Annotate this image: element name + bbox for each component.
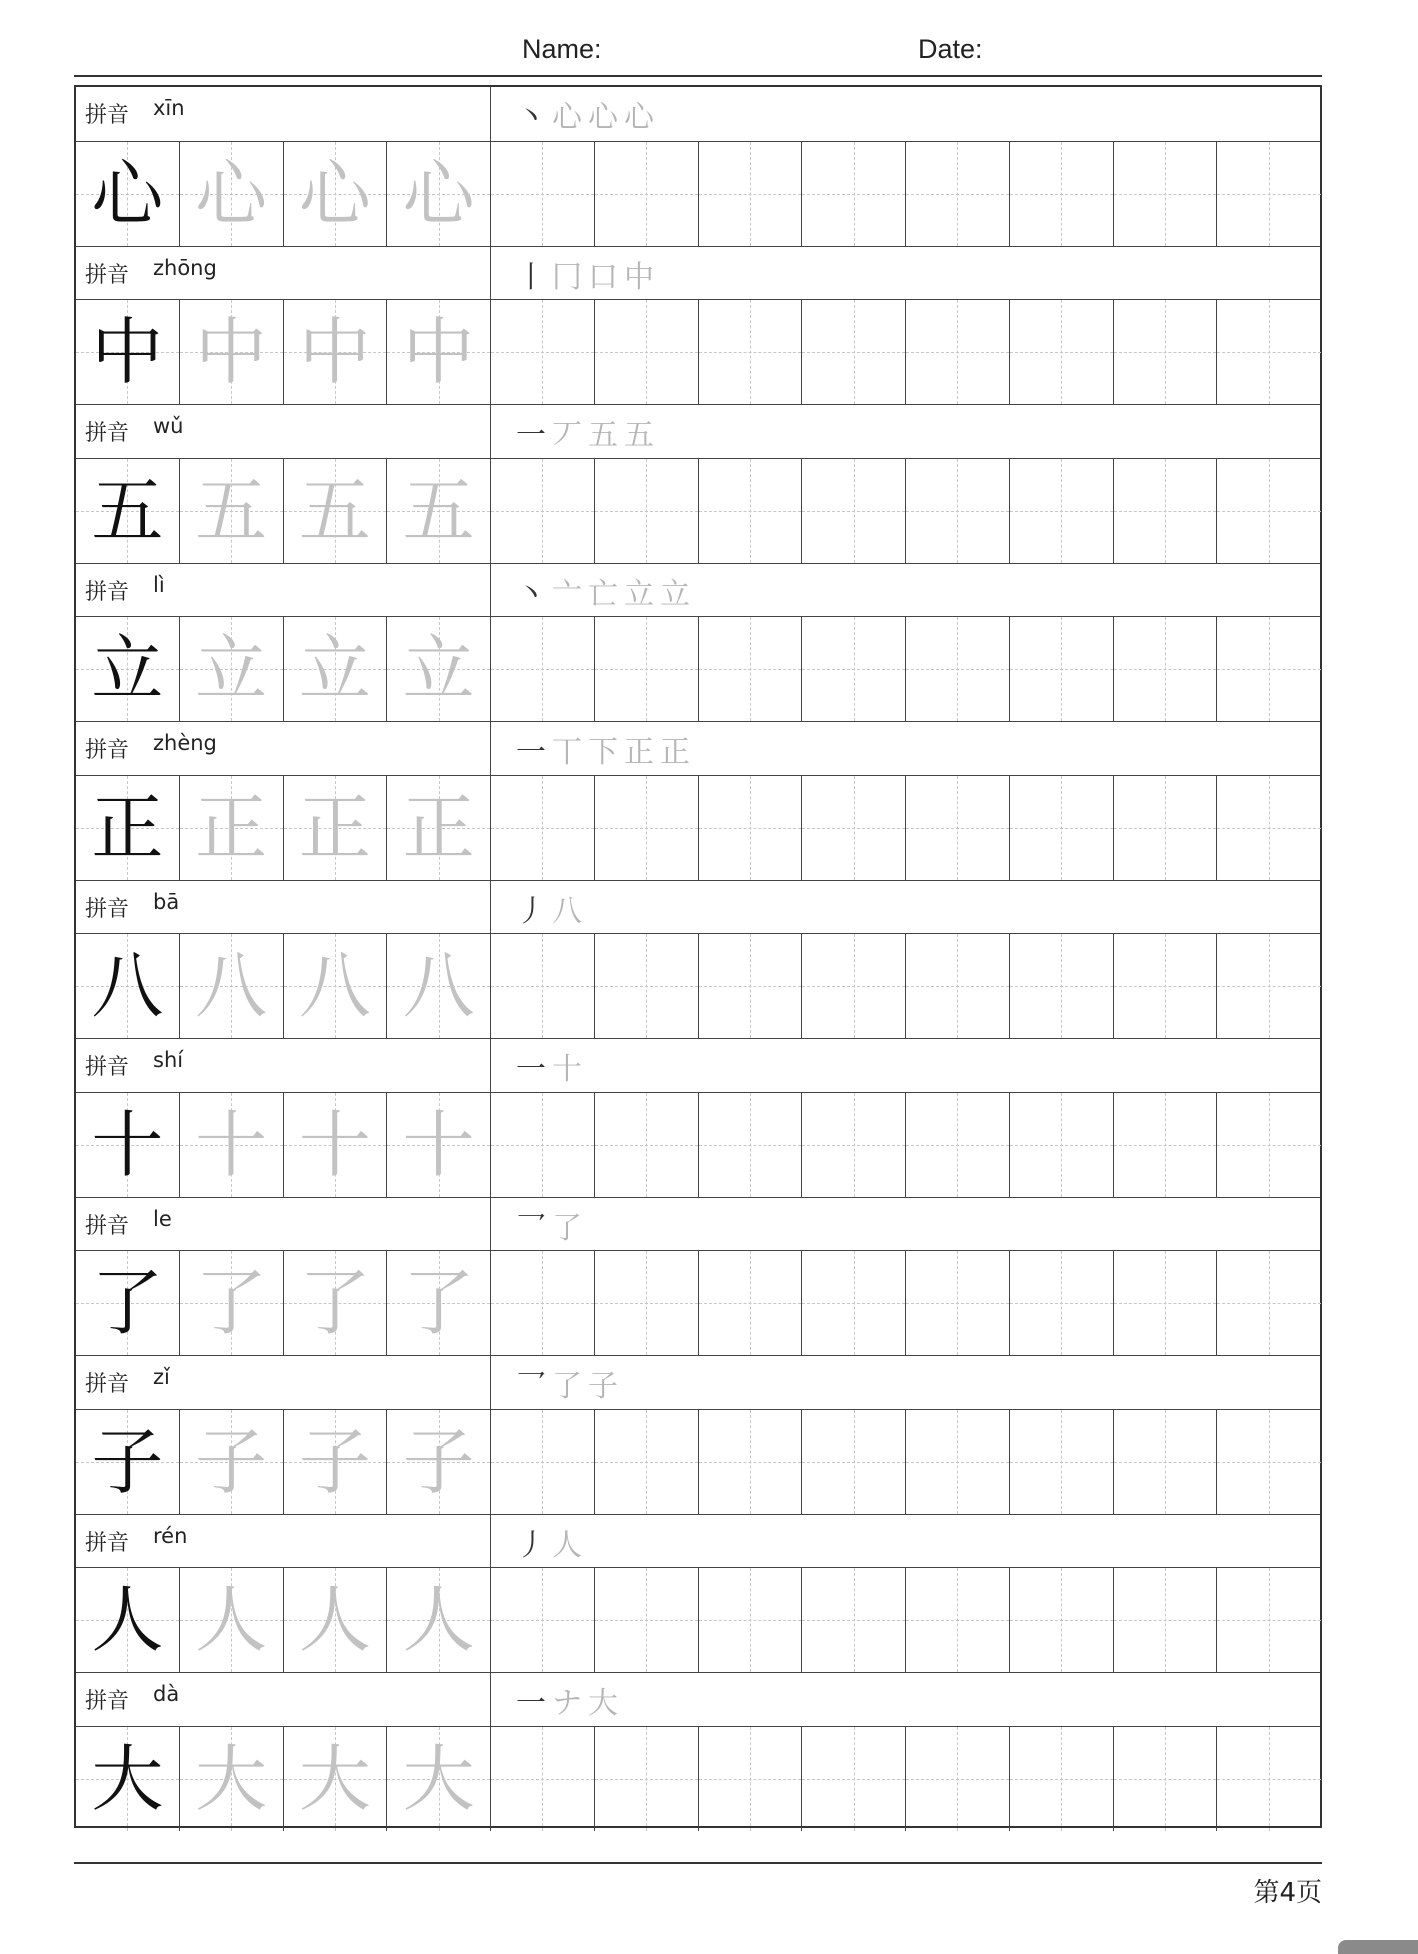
model-character: 五 <box>91 468 164 553</box>
practice-box[interactable] <box>595 1093 699 1197</box>
practice-box[interactable] <box>1010 459 1114 563</box>
stroke-step: 冂 <box>552 259 584 295</box>
practice-box[interactable] <box>699 300 803 404</box>
pinyin-label: 拼音 <box>85 1530 130 1556</box>
stroke-step: 丆 <box>552 418 584 453</box>
stroke-step: 大 <box>588 1686 620 1721</box>
practice-grid <box>74 85 1322 1828</box>
trace-character: 中 <box>298 310 371 394</box>
practice-box[interactable] <box>491 1727 595 1831</box>
stroke-step: 正 <box>660 735 692 770</box>
trace-character-box <box>387 1410 491 1514</box>
pinyin-value: shí <box>153 1048 184 1072</box>
pinyin-cell <box>76 405 491 458</box>
pinyin-value: xīn <box>153 96 185 120</box>
writing-row <box>76 617 1320 721</box>
trace-character: 八 <box>402 944 475 1028</box>
trace-character-box <box>284 934 388 1038</box>
pinyin-row <box>76 1197 1320 1252</box>
stroke-step: 立 <box>660 576 692 612</box>
stroke-step: 一 <box>516 1686 548 1721</box>
pinyin-label: 拼音 <box>85 1055 130 1080</box>
trace-character-box <box>284 1251 388 1355</box>
model-character-box <box>76 934 180 1038</box>
pinyin-label: 拼音 <box>85 262 130 288</box>
model-character: 立 <box>91 627 164 711</box>
trace-character-box <box>180 459 284 563</box>
writing-row <box>76 459 1320 563</box>
practice-box[interactable] <box>699 1410 803 1514</box>
practice-box[interactable] <box>906 142 1010 246</box>
page-header <box>74 30 1322 76</box>
stroke-order <box>516 252 660 296</box>
pinyin-cell <box>76 1039 491 1092</box>
model-character-box <box>76 1568 180 1672</box>
practice-box[interactable] <box>491 776 595 880</box>
practice-box[interactable] <box>595 617 699 721</box>
trace-character-box <box>180 1251 284 1355</box>
practice-box[interactable] <box>491 300 595 404</box>
practice-box[interactable] <box>1217 1568 1321 1672</box>
pinyin-cell <box>76 1673 491 1726</box>
pinyin-cell <box>76 881 491 934</box>
character-entry <box>76 1038 1320 1197</box>
pinyin-value: wǔ <box>153 414 184 438</box>
character-entry <box>76 563 1320 722</box>
practice-box[interactable] <box>802 776 906 880</box>
stroke-order <box>516 1520 588 1564</box>
practice-box[interactable] <box>1010 934 1114 1038</box>
pinyin-cell <box>76 722 491 775</box>
trace-character-box <box>180 617 284 721</box>
practice-box[interactable] <box>1217 459 1321 563</box>
pinyin-value: zǐ <box>153 1365 170 1389</box>
practice-box[interactable] <box>1114 1727 1218 1831</box>
practice-box[interactable] <box>1217 617 1321 721</box>
trace-character: 立 <box>298 627 371 711</box>
trace-character-box <box>387 459 491 563</box>
model-character: 八 <box>91 944 164 1028</box>
practice-box[interactable] <box>491 1410 595 1514</box>
pinyin-cell <box>76 564 491 617</box>
stroke-step: 五 <box>588 418 620 453</box>
stroke-step: 十 <box>552 1052 584 1087</box>
stroke-step: 亠 <box>552 576 584 612</box>
stroke-order <box>516 1678 624 1722</box>
trace-character-box <box>387 300 491 404</box>
writing-row <box>76 1410 1320 1514</box>
trace-character-box <box>180 142 284 246</box>
model-character: 中 <box>91 310 164 394</box>
scroll-tab <box>1338 1940 1418 1954</box>
trace-character-box <box>284 617 388 721</box>
trace-character-box <box>180 1568 284 1672</box>
trace-character-box <box>387 934 491 1038</box>
practice-box[interactable] <box>699 1251 803 1355</box>
practice-box[interactable] <box>1114 1093 1218 1197</box>
stroke-step: 五 <box>624 418 656 453</box>
trace-character: 中 <box>402 310 475 394</box>
trace-character: 子 <box>298 1419 371 1504</box>
writing-row <box>76 934 1320 1038</box>
practice-box[interactable] <box>491 617 595 721</box>
stroke-step: 口 <box>588 259 620 295</box>
trace-character: 正 <box>298 785 371 870</box>
pinyin-value: lì <box>153 572 165 597</box>
trace-character: 子 <box>402 1419 475 1504</box>
practice-box[interactable] <box>1114 1410 1218 1514</box>
character-entry <box>76 404 1320 563</box>
writing-row <box>76 1727 1320 1831</box>
practice-box[interactable] <box>1010 300 1114 404</box>
practice-box[interactable] <box>906 459 1010 563</box>
stroke-step: 心 <box>588 100 620 135</box>
practice-box[interactable] <box>491 1251 595 1355</box>
practice-box[interactable] <box>802 1251 906 1355</box>
trace-character-box <box>284 1410 388 1514</box>
practice-box[interactable] <box>906 1410 1010 1514</box>
model-character-box <box>76 776 180 880</box>
pinyin-label: 拼音 <box>85 421 130 446</box>
practice-box[interactable] <box>802 459 906 563</box>
pinyin-cell <box>76 1356 491 1409</box>
trace-character-box <box>387 142 491 246</box>
trace-character-box <box>180 934 284 1038</box>
trace-character-box <box>387 776 491 880</box>
trace-character: 立 <box>402 627 475 711</box>
trace-character: 中 <box>195 310 268 394</box>
writing-row <box>76 776 1320 880</box>
name-label: Name: <box>522 34 602 64</box>
practice-box[interactable] <box>491 142 595 246</box>
character-entry <box>76 880 1320 1039</box>
trace-character-box <box>180 1093 284 1197</box>
pinyin-row <box>76 404 1320 459</box>
pinyin-row <box>76 563 1320 618</box>
stroke-step: 中 <box>624 259 656 295</box>
stroke-step: 心 <box>552 100 584 135</box>
stroke-step: 丿 <box>516 1527 548 1563</box>
practice-box[interactable] <box>906 300 1010 404</box>
trace-character: 五 <box>298 468 371 553</box>
trace-character-box <box>387 1568 491 1672</box>
stroke-step: 一 <box>516 418 548 453</box>
trace-character: 了 <box>402 1261 475 1345</box>
pinyin-label: 拼音 <box>85 738 130 763</box>
date-label: Date: <box>918 34 983 64</box>
model-character: 了 <box>91 1261 164 1345</box>
practice-box[interactable] <box>802 1410 906 1514</box>
practice-box[interactable] <box>1010 1727 1114 1831</box>
trace-character: 大 <box>402 1736 475 1821</box>
model-character-box <box>76 459 180 563</box>
pinyin-row <box>76 87 1320 142</box>
practice-box[interactable] <box>699 1727 803 1831</box>
practice-box[interactable] <box>595 1410 699 1514</box>
trace-character: 心 <box>195 151 268 236</box>
practice-box[interactable] <box>1114 1568 1218 1672</box>
stroke-step: 丶 <box>516 100 548 135</box>
practice-box[interactable] <box>595 1251 699 1355</box>
practice-box[interactable] <box>699 776 803 880</box>
stroke-step: 人 <box>552 1527 584 1563</box>
model-character-box <box>76 1093 180 1197</box>
stroke-step: 丿 <box>516 893 548 929</box>
trace-character-box <box>284 1568 388 1672</box>
trace-character: 正 <box>195 785 268 870</box>
model-character-box <box>76 1251 180 1355</box>
practice-box[interactable] <box>802 1727 906 1831</box>
stroke-step: 下 <box>588 735 620 770</box>
trace-character-box <box>284 1727 388 1831</box>
practice-box[interactable] <box>906 934 1010 1038</box>
trace-character-box <box>387 1251 491 1355</box>
practice-box[interactable] <box>595 934 699 1038</box>
character-entry <box>76 1672 1320 1831</box>
stroke-step: 了 <box>552 1369 584 1404</box>
model-character: 子 <box>91 1419 164 1504</box>
practice-box[interactable] <box>491 934 595 1038</box>
practice-box[interactable] <box>1114 142 1218 246</box>
practice-box[interactable] <box>1114 459 1218 563</box>
trace-character: 了 <box>298 1261 371 1345</box>
pinyin-cell <box>76 247 491 300</box>
header-rule <box>74 75 1322 77</box>
stroke-step: 亡 <box>588 576 620 612</box>
character-entry <box>76 1197 1320 1356</box>
practice-box[interactable] <box>802 934 906 1038</box>
trace-character: 子 <box>195 1419 268 1504</box>
stroke-step: 了 <box>552 1210 584 1246</box>
trace-character-box <box>387 617 491 721</box>
pinyin-label: 拼音 <box>85 1213 130 1239</box>
trace-character: 八 <box>298 944 371 1028</box>
practice-box[interactable] <box>1010 1410 1114 1514</box>
footer-rule <box>74 1862 1322 1864</box>
practice-box[interactable] <box>906 1727 1010 1831</box>
writing-row <box>76 300 1320 404</box>
stroke-order <box>516 410 660 454</box>
stroke-step: 心 <box>624 100 656 135</box>
practice-box[interactable] <box>699 1568 803 1672</box>
stroke-step: 乛 <box>516 1369 548 1404</box>
pinyin-value: dà <box>153 1682 180 1706</box>
pinyin-value: rén <box>153 1523 188 1548</box>
trace-character: 大 <box>298 1736 371 1821</box>
stroke-order <box>516 1361 624 1405</box>
trace-character-box <box>180 776 284 880</box>
writing-row <box>76 1568 1320 1672</box>
model-character: 人 <box>91 1578 164 1662</box>
character-entry <box>76 721 1320 880</box>
trace-character: 人 <box>298 1578 371 1662</box>
practice-box[interactable] <box>802 142 906 246</box>
model-character: 正 <box>91 785 164 870</box>
trace-character-box <box>387 1727 491 1831</box>
stroke-order <box>516 1044 588 1088</box>
practice-box[interactable] <box>1114 1251 1218 1355</box>
stroke-order <box>516 569 696 613</box>
model-character-box <box>76 142 180 246</box>
trace-character: 十 <box>298 1102 371 1187</box>
model-character: 大 <box>91 1736 164 1821</box>
practice-box[interactable] <box>595 776 699 880</box>
trace-character-box <box>284 459 388 563</box>
practice-box[interactable] <box>802 1093 906 1197</box>
pinyin-row <box>76 721 1320 776</box>
pinyin-row <box>76 1355 1320 1410</box>
practice-box[interactable] <box>1217 776 1321 880</box>
trace-character: 五 <box>195 468 268 553</box>
model-character-box <box>76 1410 180 1514</box>
practice-box[interactable] <box>1010 1568 1114 1672</box>
stroke-step: 正 <box>624 735 656 770</box>
practice-box[interactable] <box>1217 300 1321 404</box>
pinyin-row <box>76 246 1320 301</box>
practice-box[interactable] <box>595 1568 699 1672</box>
practice-box[interactable] <box>1010 617 1114 721</box>
practice-box[interactable] <box>699 142 803 246</box>
pinyin-row <box>76 880 1320 935</box>
practice-box[interactable] <box>1217 1727 1321 1831</box>
practice-box[interactable] <box>595 300 699 404</box>
practice-box[interactable] <box>1217 934 1321 1038</box>
practice-box[interactable] <box>906 1093 1010 1197</box>
pinyin-value: bā <box>153 889 180 914</box>
pinyin-row <box>76 1514 1320 1569</box>
pinyin-row <box>76 1038 1320 1093</box>
trace-character-box <box>284 142 388 246</box>
practice-box[interactable] <box>1010 776 1114 880</box>
practice-box[interactable] <box>1114 934 1218 1038</box>
pinyin-label: 拼音 <box>85 103 130 128</box>
page-number: 第4页 <box>1253 1878 1322 1908</box>
trace-character: 了 <box>195 1261 268 1345</box>
model-character: 心 <box>91 151 164 236</box>
practice-box[interactable] <box>699 459 803 563</box>
practice-box[interactable] <box>699 617 803 721</box>
pinyin-cell <box>76 1515 491 1568</box>
pinyin-value: zhèng <box>153 731 217 755</box>
stroke-step: 立 <box>624 576 656 612</box>
practice-box[interactable] <box>906 1568 1010 1672</box>
practice-box[interactable] <box>595 142 699 246</box>
practice-box[interactable] <box>1114 300 1218 404</box>
pinyin-label: 拼音 <box>85 1689 130 1714</box>
practice-box[interactable] <box>1217 1410 1321 1514</box>
practice-box[interactable] <box>906 617 1010 721</box>
practice-box[interactable] <box>595 459 699 563</box>
practice-box[interactable] <box>1114 776 1218 880</box>
trace-character: 心 <box>298 151 371 236</box>
stroke-order <box>516 92 660 136</box>
trace-character: 五 <box>402 468 475 553</box>
trace-character-box <box>180 300 284 404</box>
pinyin-label: 拼音 <box>85 896 130 922</box>
practice-box[interactable] <box>906 1251 1010 1355</box>
pinyin-label: 拼音 <box>85 579 130 605</box>
practice-box[interactable] <box>1217 1093 1321 1197</box>
writing-row <box>76 142 1320 246</box>
practice-box[interactable] <box>802 1568 906 1672</box>
stroke-step: 一 <box>516 1052 548 1087</box>
character-entry <box>76 87 1320 246</box>
practice-box[interactable] <box>491 1093 595 1197</box>
stroke-step: 八 <box>552 893 584 929</box>
stroke-step: 乛 <box>516 1210 548 1246</box>
character-entry <box>76 246 1320 405</box>
practice-box[interactable] <box>1010 1093 1114 1197</box>
model-character-box <box>76 617 180 721</box>
stroke-step: 丶 <box>516 576 548 612</box>
stroke-step: 丅 <box>552 735 584 770</box>
practice-box[interactable] <box>699 934 803 1038</box>
trace-character: 心 <box>402 151 475 236</box>
practice-box[interactable] <box>699 1093 803 1197</box>
trace-character-box <box>180 1410 284 1514</box>
trace-character: 人 <box>195 1578 268 1662</box>
model-character-box <box>76 300 180 404</box>
practice-box[interactable] <box>491 1568 595 1672</box>
pinyin-row <box>76 1672 1320 1727</box>
trace-character-box <box>180 1727 284 1831</box>
character-entry <box>76 1355 1320 1514</box>
pinyin-cell <box>76 1198 491 1251</box>
trace-character-box <box>284 300 388 404</box>
trace-character: 正 <box>402 785 475 870</box>
trace-character: 大 <box>195 1736 268 1821</box>
stroke-step: ナ <box>552 1686 584 1721</box>
practice-box[interactable] <box>1217 142 1321 246</box>
stroke-order <box>516 1203 588 1247</box>
stroke-step: 丨 <box>516 259 548 295</box>
trace-character: 人 <box>402 1578 475 1662</box>
trace-character: 十 <box>195 1102 268 1187</box>
practice-box[interactable] <box>1114 617 1218 721</box>
practice-box[interactable] <box>491 459 595 563</box>
trace-character: 十 <box>402 1102 475 1187</box>
trace-character: 立 <box>195 627 268 711</box>
pinyin-cell <box>76 87 491 141</box>
trace-character-box <box>284 776 388 880</box>
practice-box[interactable] <box>595 1727 699 1831</box>
practice-box[interactable] <box>1010 142 1114 246</box>
practice-box[interactable] <box>1217 1251 1321 1355</box>
trace-character: 八 <box>195 944 268 1028</box>
stroke-step: 一 <box>516 735 548 770</box>
pinyin-label: 拼音 <box>85 1372 130 1397</box>
pinyin-value: le <box>153 1206 172 1231</box>
trace-character-box <box>284 1093 388 1197</box>
character-entry <box>76 1514 1320 1673</box>
practice-box[interactable] <box>1010 1251 1114 1355</box>
practice-box[interactable] <box>906 776 1010 880</box>
model-character: 十 <box>91 1102 164 1187</box>
trace-character-box <box>387 1093 491 1197</box>
pinyin-value: zhōng <box>153 255 217 280</box>
stroke-order <box>516 886 588 930</box>
practice-box[interactable] <box>802 300 906 404</box>
model-character-box <box>76 1727 180 1831</box>
writing-row <box>76 1093 1320 1197</box>
stroke-order <box>516 727 696 771</box>
stroke-step: 子 <box>588 1369 620 1404</box>
practice-box[interactable] <box>802 617 906 721</box>
writing-row <box>76 1251 1320 1355</box>
